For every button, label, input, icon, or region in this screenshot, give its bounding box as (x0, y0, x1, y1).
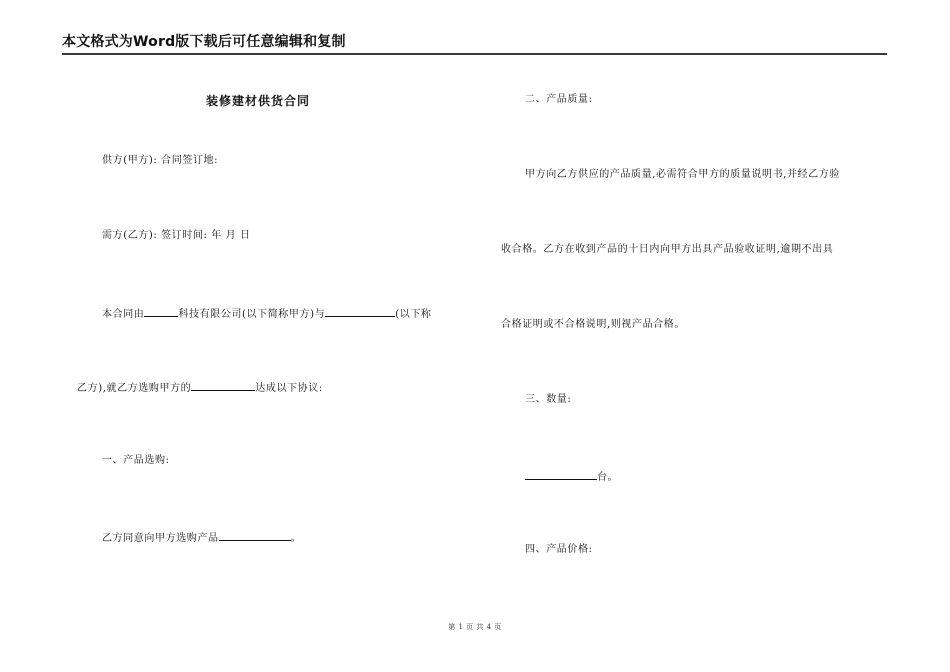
product-blank[interactable] (191, 379, 255, 391)
product-name-blank[interactable] (219, 529, 291, 541)
quality-line-3: 合格证明或不合格说明,则视产品合格。 (501, 319, 685, 330)
intro2-text-a: 乙方),就乙方选购甲方的 (77, 383, 192, 394)
contract-title: 装修建材供货合同 (206, 94, 311, 108)
page-number: 第 1 页 共 4 页 (448, 623, 502, 631)
section-1-heading: 一、产品选购: (102, 455, 170, 466)
intro-line-1 (102, 305, 432, 322)
quantity-blank[interactable] (525, 468, 597, 480)
party-b-blank[interactable] (325, 305, 395, 317)
header-notice: 本文格式为Word版下载后可任意编辑和复制 (62, 34, 346, 50)
intro-text-c: (以下称 (395, 309, 432, 320)
buyer-line: 需方(乙方): 签订时间: 年 月 日 (102, 230, 251, 241)
quality-line-1: 甲方向乙方供应的产品质量,必需符合甲方的质量说明书,并经乙方验 (525, 169, 840, 180)
intro-text-b: 科技有限公司(以下简称甲方)与 (178, 309, 326, 320)
supplier-line: 供方(甲方): 合同签订地: (102, 155, 219, 166)
intro-text-a: 本合同由 (102, 309, 145, 320)
section-4-heading: 四、产品价格: (525, 544, 593, 555)
section-1-body (102, 529, 301, 546)
section-3-heading: 三、数量: (525, 394, 572, 405)
right-column (475, 0, 950, 672)
intro2-text-b: 达成以下协议: (255, 383, 323, 394)
quantity-unit: 台。 (597, 472, 619, 483)
section-2-heading: 二、产品质量: (525, 94, 593, 105)
company-blank[interactable] (144, 305, 178, 317)
section-1-text-a: 乙方同意向甲方选购产品 (102, 533, 219, 544)
section-1-text-b: 。 (290, 533, 302, 544)
quality-line-2: 收合格。乙方在收到产品的十日内向甲方出具产品验收证明,逾期不出具 (501, 244, 834, 255)
intro-line-2 (77, 379, 323, 396)
quantity-line (525, 468, 618, 485)
